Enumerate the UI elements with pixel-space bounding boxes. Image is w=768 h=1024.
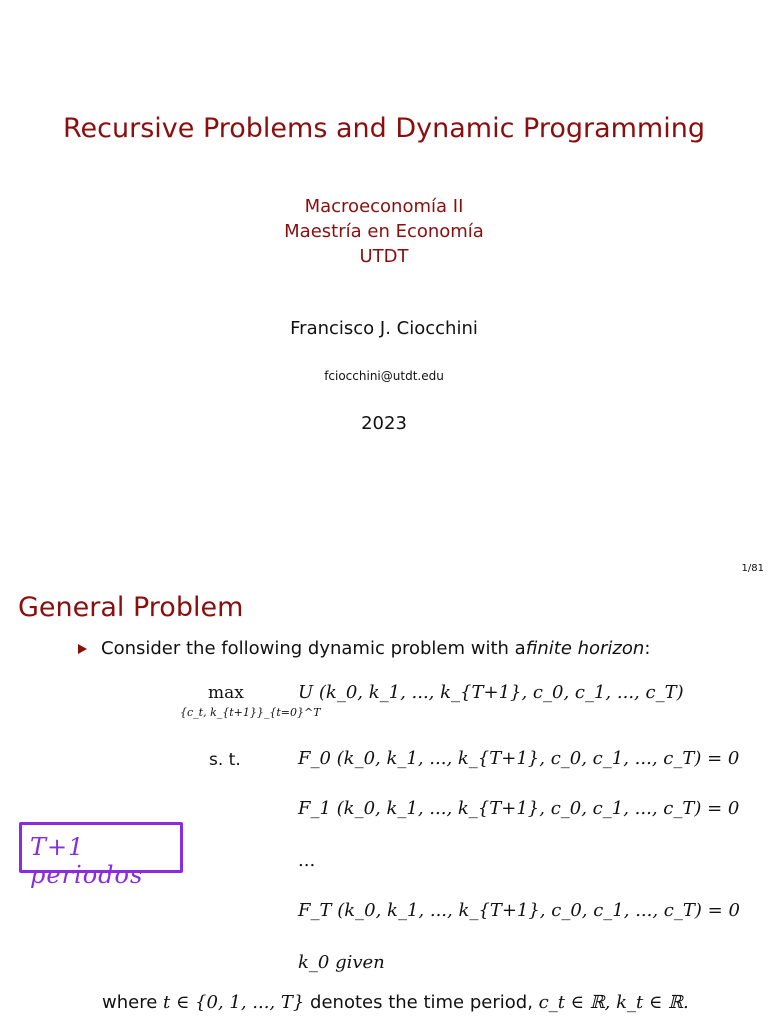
bullet-item	[78, 638, 650, 659]
course-name: Macroeconomía II	[304, 196, 464, 217]
year: 2023	[361, 413, 407, 434]
where-middle: denotes the time period,	[304, 992, 539, 1013]
initial-condition: k_0 given	[298, 952, 385, 973]
handwritten-annotation: T+1 periodos	[30, 833, 144, 889]
presentation-title: Recursive Problems and Dynamic Programming	[62, 113, 705, 144]
bullet-emphasis: finite horizon	[525, 638, 645, 659]
max-operator: max	[208, 683, 244, 703]
where-math-time: t ∈ {0, 1, ..., T}	[163, 992, 305, 1013]
where-prefix: where	[102, 992, 164, 1013]
subject-to-label: s. t.	[209, 750, 241, 770]
institution-name: UTDT	[359, 246, 409, 267]
bullet-text: Consider the following dynamic problem with a	[101, 638, 526, 659]
constraint-1: F_1 (k_0, k_1, ..., k_{T+1}, c_0, c_1, ..., c_T) = 0	[298, 798, 740, 819]
general-problem-slide	[0, 580, 768, 1024]
where-math-domains: c_t ∈ ℝ, k_t ∈ ℝ.	[538, 992, 689, 1013]
max-subscript: {c_t, k_{t+1}}_{t=0}^T	[180, 706, 321, 719]
author-name: Francisco J. Ciocchini	[290, 318, 478, 339]
author-email: fciocchini@utdt.edu	[324, 369, 444, 383]
bullet-end: :	[644, 638, 651, 659]
constraint-T: F_T (k_0, k_1, ..., k_{T+1}, c_0, c_1, ..., c_T) = 0	[298, 900, 740, 921]
objective-function: U (k_0, k_1, ..., k_{T+1}, c_0, c_1, ..., c_T)	[298, 682, 684, 703]
constraint-ellipsis: ...	[298, 850, 316, 871]
constraint-0: F_0 (k_0, k_1, ..., k_{T+1}, c_0, c_1, ..., c_T) = 0	[298, 748, 740, 769]
handwritten-annotation-box	[19, 822, 183, 889]
page-number: 1/81	[741, 563, 764, 574]
bullet-triangle-icon	[78, 644, 87, 654]
slide-heading: General Problem	[18, 592, 244, 623]
where-sentence	[102, 992, 689, 1013]
program-name: Maestría en Economía	[284, 221, 484, 242]
